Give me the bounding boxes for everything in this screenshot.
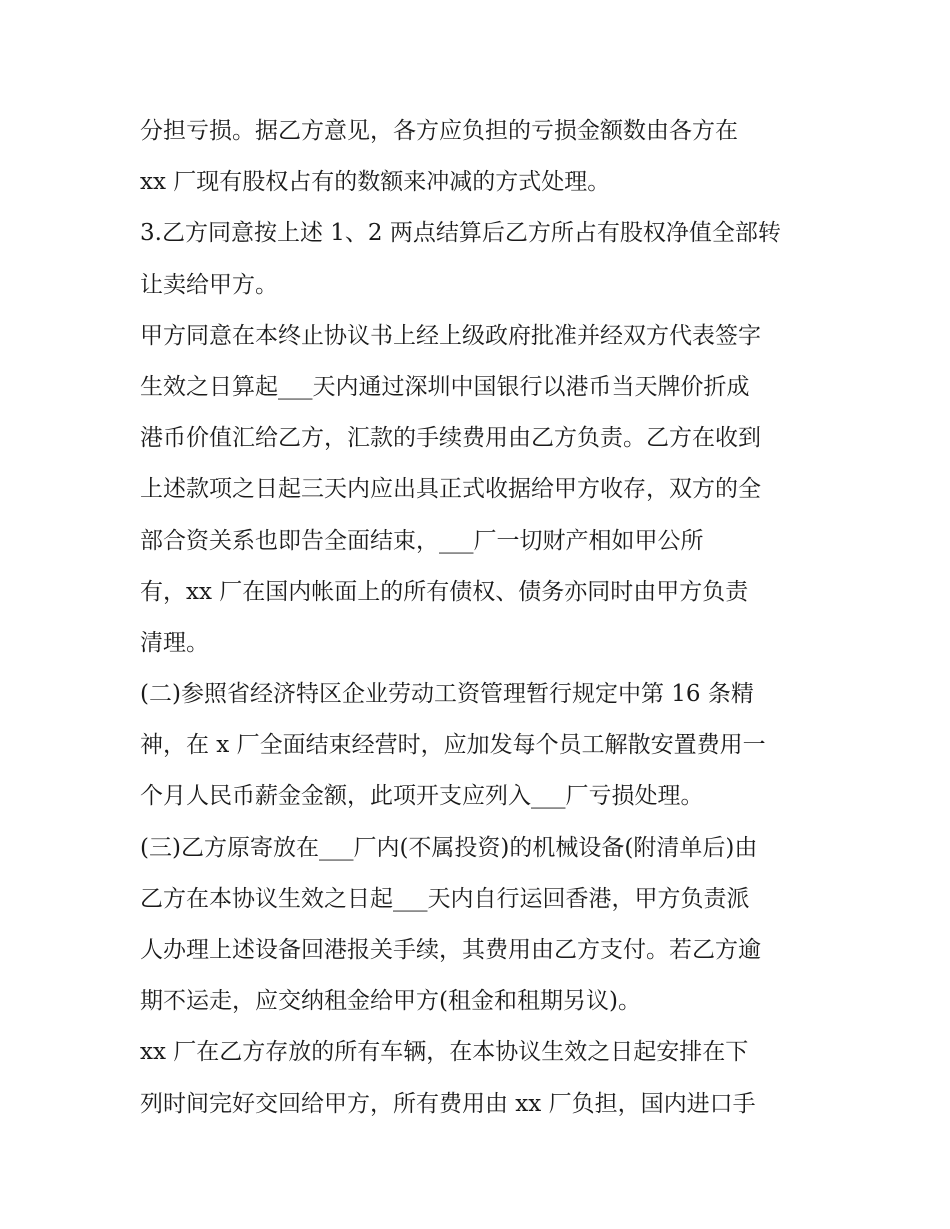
text-line: 部合资关系也即告全面结束，___厂一切财产相如甲公所: [140, 527, 704, 554]
text-line: (二)参照省经济特区企业劳动工资管理暂行规定中第 16 条精: [140, 681, 754, 708]
text-line: 港币价值汇给乙方，汇款的手续费用由乙方负责。乙方在收到: [140, 425, 761, 452]
text-line: 个月人民币薪金金额，此项开支应列入___厂亏损处理。: [140, 783, 704, 810]
text-line: 列时间完好交回给甲方，所有费用由 xx 厂负担，国内进口手: [140, 1090, 756, 1117]
text-line: 乙方在本协议生效之日起___天内自行运回香港，甲方负责派: [140, 885, 750, 912]
text-line: 有，xx 厂在国内帐面上的所有债权、债务亦同时由甲方负责: [140, 578, 749, 605]
text-line: xx 厂在乙方存放的所有车辆，在本协议生效之日起安排在下: [140, 1039, 749, 1066]
text-line: 上述款项之日起三天内应出具正式收据给甲方收存，双方的全: [140, 476, 761, 503]
document-body: [140, 106, 830, 1130]
text-line: 清理。: [140, 629, 209, 656]
text-line: xx 厂现有股权占有的数额来冲减的方式处理。: [140, 169, 611, 196]
text-line: (三)乙方原寄放在___厂内(不属投资)的机械设备(附清单后)由: [140, 834, 758, 861]
text-line: 3.乙方同意按上述 1、2 两点结算后乙方所占有股权净值全部转: [140, 220, 781, 247]
text-line: 期不运走，应交纳租金给甲方(租金和租期另议)。: [140, 988, 641, 1015]
text-line: 神，在 x 厂全面结束经营时，应加发每个员工解散安置费用一: [140, 732, 766, 759]
text-line: 甲方同意在本终止协议书上经上级政府批准并经双方代表签字: [140, 322, 761, 349]
text-line: 人办理上述设备回港报关手续，其费用由乙方支付。若乙方逾: [140, 937, 761, 963]
text-line: 生效之日算起___天内通过深圳中国银行以港币当天牌价折成: [140, 373, 750, 400]
text-line: 让卖给甲方。: [140, 271, 278, 298]
text-line: 分担亏损。据乙方意见，各方应负担的亏损金额数由各方在: [140, 118, 738, 144]
